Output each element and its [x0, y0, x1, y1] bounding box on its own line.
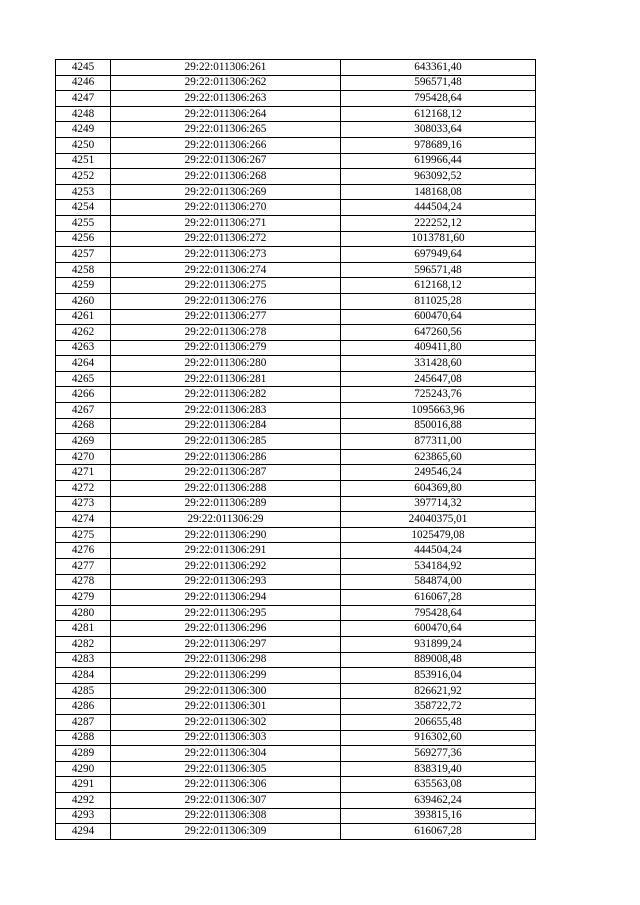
cadastral-number-cell: 29:22:011306:264: [111, 106, 341, 122]
row-number-cell: 4248: [56, 106, 111, 122]
cadastral-number-cell: 29:22:011306:280: [111, 356, 341, 372]
cadastral-number-cell: 29:22:011306:300: [111, 683, 341, 699]
cadastral-value-cell: 444504,24: [341, 200, 536, 216]
cadastral-value-table: [55, 59, 536, 840]
row-number-cell: 4287: [56, 714, 111, 730]
cadastral-number-cell: 29:22:011306:281: [111, 371, 341, 387]
cadastral-value-cell: 916302,60: [341, 730, 536, 746]
row-number-cell: 4282: [56, 636, 111, 652]
cadastral-value-cell: 795428,64: [341, 91, 536, 107]
table-row: [56, 309, 536, 325]
row-number-cell: 4271: [56, 465, 111, 481]
row-number-cell: 4289: [56, 746, 111, 762]
cadastral-number-cell: 29:22:011306:270: [111, 200, 341, 216]
table-row: [56, 434, 536, 450]
cadastral-number-cell: 29:22:011306:278: [111, 325, 341, 341]
table-row: [56, 449, 536, 465]
cadastral-number-cell: 29:22:011306:290: [111, 527, 341, 543]
cadastral-value-cell: 249546,24: [341, 465, 536, 481]
row-number-cell: 4283: [56, 652, 111, 668]
cadastral-value-cell: 222252,12: [341, 215, 536, 231]
row-number-cell: 4292: [56, 792, 111, 808]
cadastral-value-cell: 877311,00: [341, 434, 536, 450]
row-number-cell: 4275: [56, 527, 111, 543]
cadastral-number-cell: 29:22:011306:291: [111, 543, 341, 559]
table-row: [56, 325, 536, 341]
row-number-cell: 4268: [56, 418, 111, 434]
row-number-cell: 4250: [56, 137, 111, 153]
row-number-cell: 4253: [56, 184, 111, 200]
cadastral-number-cell: 29:22:011306:288: [111, 481, 341, 497]
cadastral-value-cell: 24040375,01: [341, 512, 536, 528]
cadastral-value-cell: 308033,64: [341, 122, 536, 138]
cadastral-number-cell: 29:22:011306:263: [111, 91, 341, 107]
table-row: [56, 75, 536, 91]
cadastral-number-cell: 29:22:011306:302: [111, 714, 341, 730]
table-row: [56, 371, 536, 387]
row-number-cell: 4251: [56, 153, 111, 169]
table-row: [56, 824, 536, 840]
table-row: [56, 262, 536, 278]
table-row: [56, 387, 536, 403]
table-row: [56, 574, 536, 590]
table-row: [56, 278, 536, 294]
table-row: [56, 636, 536, 652]
cadastral-value-cell: 826621,92: [341, 683, 536, 699]
cadastral-number-cell: 29:22:011306:301: [111, 699, 341, 715]
cadastral-value-cell: 596571,48: [341, 75, 536, 91]
table-row: [56, 465, 536, 481]
cadastral-number-cell: 29:22:011306:307: [111, 792, 341, 808]
cadastral-number-cell: 29:22:011306:287: [111, 465, 341, 481]
cadastral-number-cell: 29:22:011306:268: [111, 169, 341, 185]
row-number-cell: 4269: [56, 434, 111, 450]
cadastral-number-cell: 29:22:011306:284: [111, 418, 341, 434]
cadastral-value-cell: 600470,64: [341, 309, 536, 325]
table-row: [56, 184, 536, 200]
table-row: [56, 153, 536, 169]
cadastral-number-cell: 29:22:011306:29: [111, 512, 341, 528]
cadastral-number-cell: 29:22:011306:289: [111, 496, 341, 512]
cadastral-number-cell: 29:22:011306:297: [111, 636, 341, 652]
row-number-cell: 4265: [56, 371, 111, 387]
cadastral-value-cell: 639462,24: [341, 792, 536, 808]
cadastral-number-cell: 29:22:011306:275: [111, 278, 341, 294]
table-row: [56, 60, 536, 76]
cadastral-value-cell: 697949,64: [341, 247, 536, 263]
cadastral-value-cell: 600470,64: [341, 621, 536, 637]
row-number-cell: 4293: [56, 808, 111, 824]
row-number-cell: 4262: [56, 325, 111, 341]
table-row: [56, 496, 536, 512]
row-number-cell: 4281: [56, 621, 111, 637]
row-number-cell: 4261: [56, 309, 111, 325]
table-row: [56, 605, 536, 621]
row-number-cell: 4247: [56, 91, 111, 107]
cadastral-value-cell: 393815,16: [341, 808, 536, 824]
cadastral-number-cell: 29:22:011306:298: [111, 652, 341, 668]
cadastral-number-cell: 29:22:011306:273: [111, 247, 341, 263]
table-row: [56, 761, 536, 777]
cadastral-value-cell: 397714,32: [341, 496, 536, 512]
table-row: [56, 777, 536, 793]
cadastral-number-cell: 29:22:011306:262: [111, 75, 341, 91]
cadastral-number-cell: 29:22:011306:277: [111, 309, 341, 325]
cadastral-value-cell: 148168,08: [341, 184, 536, 200]
row-number-cell: 4285: [56, 683, 111, 699]
cadastral-value-cell: 623865,60: [341, 449, 536, 465]
row-number-cell: 4255: [56, 215, 111, 231]
row-number-cell: 4259: [56, 278, 111, 294]
table-row: [56, 169, 536, 185]
cadastral-value-cell: 850016,88: [341, 418, 536, 434]
table-row: [56, 122, 536, 138]
row-number-cell: 4257: [56, 247, 111, 263]
row-number-cell: 4263: [56, 340, 111, 356]
table-row: [56, 699, 536, 715]
cadastral-value-cell: 889008,48: [341, 652, 536, 668]
cadastral-value-cell: 931899,24: [341, 636, 536, 652]
row-number-cell: 4277: [56, 559, 111, 575]
table-row: [56, 808, 536, 824]
cadastral-number-cell: 29:22:011306:279: [111, 340, 341, 356]
cadastral-value-cell: 331428,60: [341, 356, 536, 372]
row-number-cell: 4254: [56, 200, 111, 216]
cadastral-number-cell: 29:22:011306:296: [111, 621, 341, 637]
table-row: [56, 512, 536, 528]
cadastral-value-cell: 635563,08: [341, 777, 536, 793]
cadastral-value-cell: 206655,48: [341, 714, 536, 730]
cadastral-value-cell: 643361,40: [341, 60, 536, 76]
cadastral-value-cell: 534184,92: [341, 559, 536, 575]
cadastral-value-cell: 978689,16: [341, 137, 536, 153]
cadastral-number-cell: 29:22:011306:282: [111, 387, 341, 403]
cadastral-number-cell: 29:22:011306:306: [111, 777, 341, 793]
table-row: [56, 792, 536, 808]
table-row: [56, 418, 536, 434]
table-row: [56, 340, 536, 356]
cadastral-number-cell: 29:22:011306:293: [111, 574, 341, 590]
row-number-cell: 4270: [56, 449, 111, 465]
row-number-cell: 4266: [56, 387, 111, 403]
row-number-cell: 4272: [56, 481, 111, 497]
row-number-cell: 4280: [56, 605, 111, 621]
cadastral-value-cell: 1095663,96: [341, 403, 536, 419]
table-row: [56, 481, 536, 497]
cadastral-value-cell: 963092,52: [341, 169, 536, 185]
cadastral-value-cell: 604369,80: [341, 481, 536, 497]
cadastral-number-cell: 29:22:011306:309: [111, 824, 341, 840]
row-number-cell: 4260: [56, 293, 111, 309]
row-number-cell: 4288: [56, 730, 111, 746]
table-row: [56, 137, 536, 153]
table-row: [56, 543, 536, 559]
table-row: [56, 668, 536, 684]
cadastral-number-cell: 29:22:011306:303: [111, 730, 341, 746]
row-number-cell: 4294: [56, 824, 111, 840]
table-row: [56, 652, 536, 668]
table-row: [56, 293, 536, 309]
cadastral-number-cell: 29:22:011306:274: [111, 262, 341, 278]
cadastral-value-cell: 725243,76: [341, 387, 536, 403]
cadastral-number-cell: 29:22:011306:305: [111, 761, 341, 777]
cadastral-value-cell: 616067,28: [341, 590, 536, 606]
row-number-cell: 4286: [56, 699, 111, 715]
table-row: [56, 714, 536, 730]
cadastral-value-cell: 619966,44: [341, 153, 536, 169]
cadastral-value-cell: 612168,12: [341, 106, 536, 122]
cadastral-number-cell: 29:22:011306:285: [111, 434, 341, 450]
cadastral-value-cell: 596571,48: [341, 262, 536, 278]
cadastral-value-cell: 647260,56: [341, 325, 536, 341]
row-number-cell: 4284: [56, 668, 111, 684]
cadastral-value-cell: 795428,64: [341, 605, 536, 621]
row-number-cell: 4249: [56, 122, 111, 138]
cadastral-value-cell: 612168,12: [341, 278, 536, 294]
cadastral-number-cell: 29:22:011306:294: [111, 590, 341, 606]
table-row: [56, 231, 536, 247]
table-row: [56, 559, 536, 575]
cadastral-number-cell: 29:22:011306:304: [111, 746, 341, 762]
cadastral-number-cell: 29:22:011306:269: [111, 184, 341, 200]
row-number-cell: 4278: [56, 574, 111, 590]
table-row: [56, 403, 536, 419]
row-number-cell: 4273: [56, 496, 111, 512]
cadastral-value-cell: 1025479,08: [341, 527, 536, 543]
row-number-cell: 4246: [56, 75, 111, 91]
row-number-cell: 4290: [56, 761, 111, 777]
table-body: [56, 60, 536, 840]
cadastral-number-cell: 29:22:011306:272: [111, 231, 341, 247]
cadastral-number-cell: 29:22:011306:283: [111, 403, 341, 419]
cadastral-number-cell: 29:22:011306:276: [111, 293, 341, 309]
row-number-cell: 4291: [56, 777, 111, 793]
table-row: [56, 356, 536, 372]
cadastral-value-cell: 853916,04: [341, 668, 536, 684]
table-row: [56, 91, 536, 107]
cadastral-number-cell: 29:22:011306:292: [111, 559, 341, 575]
cadastral-value-cell: 584874,00: [341, 574, 536, 590]
cadastral-value-cell: 811025,28: [341, 293, 536, 309]
cadastral-number-cell: 29:22:011306:299: [111, 668, 341, 684]
table-row: [56, 527, 536, 543]
table-row: [56, 215, 536, 231]
cadastral-value-cell: 245647,08: [341, 371, 536, 387]
row-number-cell: 4245: [56, 60, 111, 76]
cadastral-value-cell: 838319,40: [341, 761, 536, 777]
table-row: [56, 200, 536, 216]
table-row: [56, 730, 536, 746]
cadastral-number-cell: 29:22:011306:266: [111, 137, 341, 153]
row-number-cell: 4267: [56, 403, 111, 419]
row-number-cell: 4274: [56, 512, 111, 528]
cadastral-number-cell: 29:22:011306:271: [111, 215, 341, 231]
row-number-cell: 4276: [56, 543, 111, 559]
row-number-cell: 4256: [56, 231, 111, 247]
table-row: [56, 683, 536, 699]
row-number-cell: 4258: [56, 262, 111, 278]
row-number-cell: 4279: [56, 590, 111, 606]
cadastral-value-cell: 616067,28: [341, 824, 536, 840]
cadastral-number-cell: 29:22:011306:261: [111, 60, 341, 76]
cadastral-number-cell: 29:22:011306:267: [111, 153, 341, 169]
table-row: [56, 247, 536, 263]
cadastral-number-cell: 29:22:011306:265: [111, 122, 341, 138]
cadastral-value-cell: 1013781,60: [341, 231, 536, 247]
row-number-cell: 4252: [56, 169, 111, 185]
table-row: [56, 590, 536, 606]
cadastral-number-cell: 29:22:011306:286: [111, 449, 341, 465]
cadastral-value-cell: 569277,36: [341, 746, 536, 762]
table-row: [56, 106, 536, 122]
row-number-cell: 4264: [56, 356, 111, 372]
cadastral-number-cell: 29:22:011306:308: [111, 808, 341, 824]
table-row: [56, 621, 536, 637]
cadastral-value-cell: 358722,72: [341, 699, 536, 715]
cadastral-number-cell: 29:22:011306:295: [111, 605, 341, 621]
table-row: [56, 746, 536, 762]
cadastral-value-cell: 409411,80: [341, 340, 536, 356]
cadastral-value-cell: 444504,24: [341, 543, 536, 559]
